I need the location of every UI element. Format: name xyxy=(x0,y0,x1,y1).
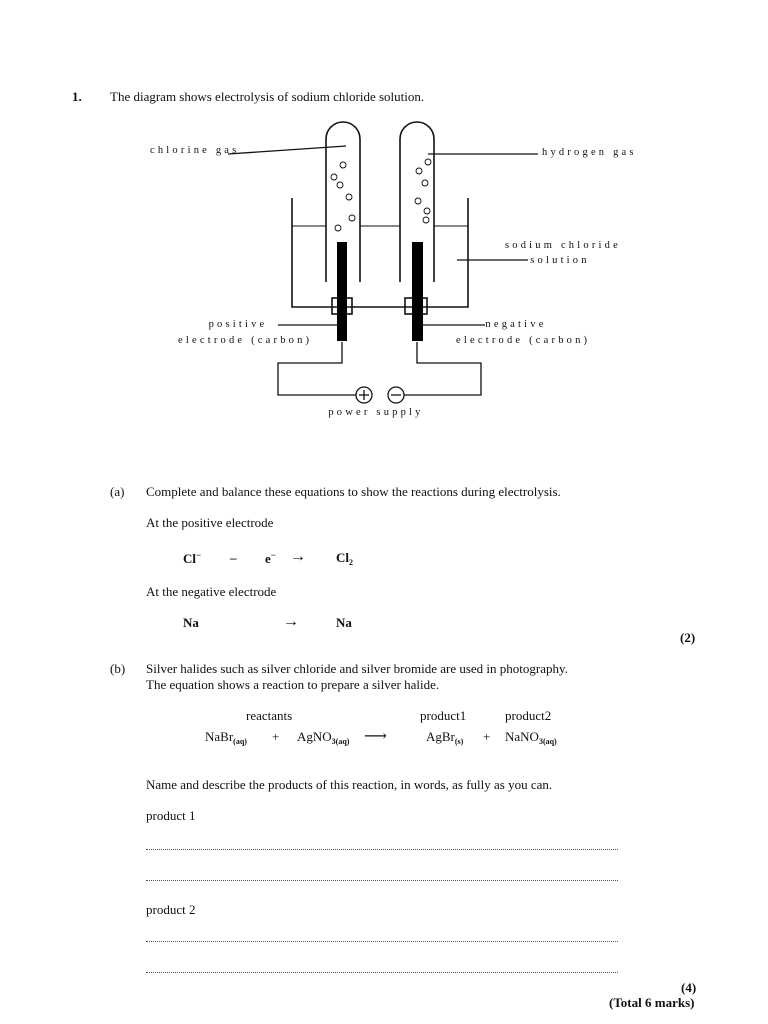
product1-label: product 1 xyxy=(146,808,196,823)
question-intro: The diagram shows electrolysis of sodium chloride solution. xyxy=(110,89,425,104)
answer-line-3[interactable] xyxy=(146,941,618,942)
product2-label: product 2 xyxy=(146,902,196,917)
part-b-prompt: Name and describe the products of this reaction, in words, as fully as you can. xyxy=(146,777,553,792)
label-power-supply: power supply xyxy=(328,407,424,418)
beaker xyxy=(292,198,468,307)
answer-line-2[interactable] xyxy=(146,880,618,881)
label-positive-electrode: electrode (carbon) xyxy=(178,335,313,346)
negative-electrode xyxy=(412,242,423,341)
part-b-letter: (b) xyxy=(110,661,126,676)
hydrogen-bubbles xyxy=(415,159,431,223)
eq-plus-2: + xyxy=(483,729,491,744)
header-reactants: reactants xyxy=(246,708,293,723)
eq-plus-1: + xyxy=(272,729,280,744)
eq-na-right: Na xyxy=(336,615,352,630)
part-a-letter: (a) xyxy=(110,484,125,499)
label-solution: solution xyxy=(530,255,590,266)
label-positive: positive xyxy=(208,319,268,330)
total-marks: (Total 6 marks) xyxy=(609,995,695,1010)
header-product2: product2 xyxy=(505,708,552,723)
header-product1: product1 xyxy=(420,708,467,723)
circuit-wire-left xyxy=(278,342,356,395)
positive-electrode-heading: At the positive electrode xyxy=(146,515,274,530)
electrolysis-diagram xyxy=(0,0,768,440)
label-negative: negative xyxy=(485,319,547,330)
part-a-instruction: Complete and balance these equations to show the reactions during electrolysis. xyxy=(146,484,561,499)
answer-line-1[interactable] xyxy=(146,849,618,850)
eq-chlorine: $Cl_2$ xyxy=(336,550,353,567)
part-b-line1: Silver halides such as silver chloride and silver bromide are used in photography. xyxy=(146,661,568,676)
eq-chloride-ion: Cl− xyxy=(183,550,202,566)
answer-line-4[interactable] xyxy=(146,972,618,973)
eq-agbr: AgBr$_{(s)}$ xyxy=(426,729,464,746)
eq-nano3: NaNO$_{3(aq)}$ xyxy=(505,729,557,746)
part-b-line2: The equation shows a reaction to prepare a silver halide. xyxy=(146,677,440,692)
part-a-marks: (2) xyxy=(680,630,696,645)
eq-arrow-positive: → xyxy=(290,548,306,565)
label-sodium-chloride: sodium chloride xyxy=(505,240,621,251)
positive-electrode xyxy=(337,242,347,341)
eq-reaction-arrow: ⟶ xyxy=(364,728,387,745)
eq-nabr: NaBr$_{(aq)}$ xyxy=(205,729,247,746)
eq-electron: e− xyxy=(265,550,276,566)
eq-minus-sign: – xyxy=(230,550,237,565)
part-b-marks: (4) xyxy=(681,980,697,995)
chlorine-bubbles xyxy=(331,162,355,231)
label-hydrogen-gas: hydrogen gas xyxy=(542,147,637,158)
label-chlorine-gas: chlorine gas xyxy=(150,145,240,156)
eq-na-left: Na xyxy=(183,615,199,630)
label-negative-electrode: electrode (carbon) xyxy=(456,335,591,346)
circuit-wire-right xyxy=(404,342,481,395)
question-number: 1. xyxy=(72,89,82,104)
negative-electrode-heading: At the negative electrode xyxy=(146,584,277,599)
eq-arrow-negative: → xyxy=(283,613,299,630)
eq-agno3: AgNO$_{3(aq)}$ xyxy=(297,729,350,746)
